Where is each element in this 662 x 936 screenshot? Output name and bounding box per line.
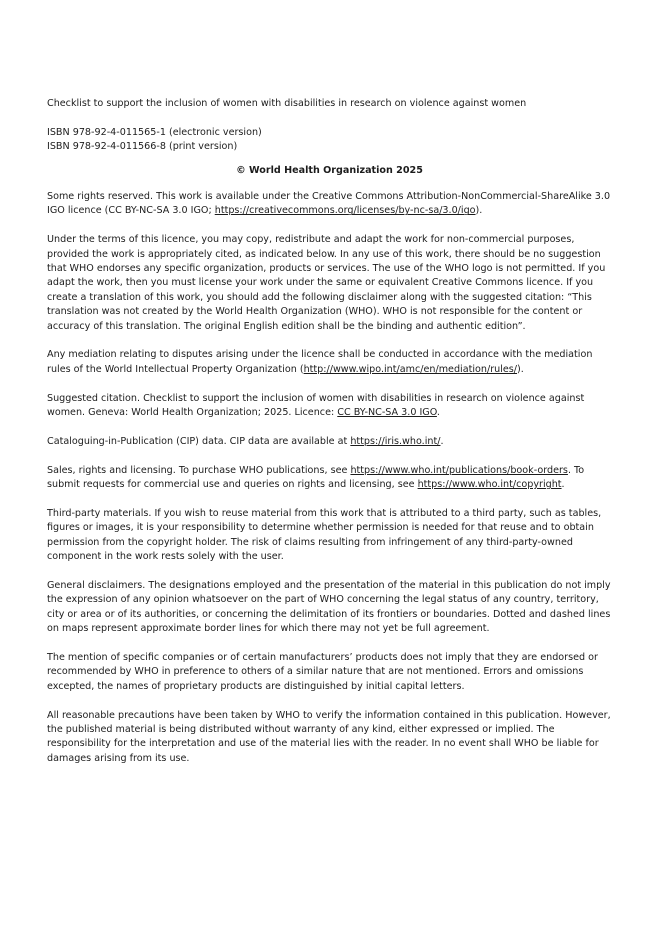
creative-commons-link[interactable]: https://creativecommons.org/licenses/by-nc-sa/3.0/igo (214, 205, 476, 217)
copyright-notice: © World Health Organization 2025 (236, 164, 423, 176)
cip-text-end: . (440, 435, 444, 447)
book-orders-link[interactable]: https://www.who.int/publications/book-orders (350, 464, 568, 476)
iris-link[interactable]: https://iris.who.int/ (350, 435, 441, 447)
cip-text: Cataloguing-in-Publication (CIP) data. CIP data are available at (47, 435, 351, 447)
mediation-text: Any mediation relating to disputes arising under the licence shall be conducted in accordance with the mediation rules of the World Intellectual Property Organization ( (47, 349, 593, 375)
rights-text: Some rights reserved. This work is available under the Creative Commons Attribution-NonCommercial-ShareAlike 3.0 IGO licence (CC BY-NC-SA 3.0 IGO; (47, 191, 611, 217)
publication-title: Checklist to support the inclusion of women with disabilities in research on violence against women (47, 98, 527, 109)
isbn-print: ISBN 978-92-4-011566-8 (print version) (47, 141, 238, 153)
licence-link[interactable]: CC BY-NC-SA 3.0 IGO (337, 407, 437, 419)
citation-text: Suggested citation. Checklist to support the inclusion of women with disabilities in research on violence against women. Geneva: World Health Organization; 2025. Licence: (47, 392, 585, 419)
rights-paragraph (47, 190, 612, 219)
sales-text: Sales, rights and licensing. To purchase WHO publications, see (47, 464, 351, 476)
wipo-mediation-link[interactable]: http://www.wipo.int/amc/en/mediation/rules/ (303, 363, 518, 375)
mediation-text-end: ). (517, 363, 524, 375)
third-party-paragraph: Third-party materials. If you wish to reuse material from this work that is attributed to a third party, such as tables, figures or images, it is your responsibility to determine whether permission is needed for that reuse and to obtain permission from the copyright holder. The risk of claims resulting from infringement of any third-party-owned component in the work rests solely with the user. (47, 507, 602, 563)
copyright-page (47, 97, 612, 766)
citation-paragraph (47, 392, 612, 421)
sales-paragraph (47, 464, 612, 493)
licence-terms-paragraph: Under the terms of this licence, you may copy, redistribute and adapt the work for non-commercial purposes, provided the work is appropriately cited, as indicated below. In any use of this work, there should be no suggestion that WHO endorses any specific organization, products or services. The use of the WHO logo is not permitted. If you adapt the work, then you must license your work under the same or equivalent Creative Commons licence. If you create a translation of this work, you should add the following disclaimer along with the suggested citation: “This translation was not created by the World Health Organization (WHO). WHO is not responsible for the content or accuracy of this translation. The original English edition shall be the binding and authentic edition”. (47, 234, 606, 332)
cip-paragraph (47, 435, 612, 449)
isbn-electronic: ISBN 978-92-4-011565-1 (electronic version) (47, 126, 262, 138)
isbn-block (47, 126, 612, 155)
companies-paragraph: The mention of specific companies or of certain manufacturers’ products does not imply that they are endorsed or recommended by WHO in preference to others of a similar nature that are not mentioned. Errors and omissions excepted, the names of proprietary products are distinguished by initial capital letters. (47, 651, 598, 692)
citation-text-end: . (436, 407, 440, 419)
sales-text-end: . (561, 479, 565, 491)
rights-text-end: ). (475, 205, 483, 217)
mediation-paragraph (47, 348, 612, 377)
copyright-link[interactable]: https://www.who.int/copyright (417, 479, 562, 491)
general-disclaimers-paragraph: General disclaimers. The designations employed and the presentation of the material in this publication do not imply the expression of any opinion whatsoever on the part of WHO concerning the legal status of any country, territory, city or area or of its authorities, or concerning the delimitation of its frontiers or boundaries. Dotted and dashed lines on maps represent approximate border lines for which there may not yet be full agreement. (47, 579, 611, 635)
sales-text-middle: . To submit requests for commercial use and queries on rights and licensing, see (47, 464, 585, 491)
precautions-paragraph: All reasonable precautions have been taken by WHO to verify the information contained in this publication. However, the published material is being distributed without warranty of any kind, either expressed or implied. The responsibility for the interpretation and use of the material lies with the reader. In no event shall WHO be liable for damages arising from its use. (47, 709, 611, 764)
